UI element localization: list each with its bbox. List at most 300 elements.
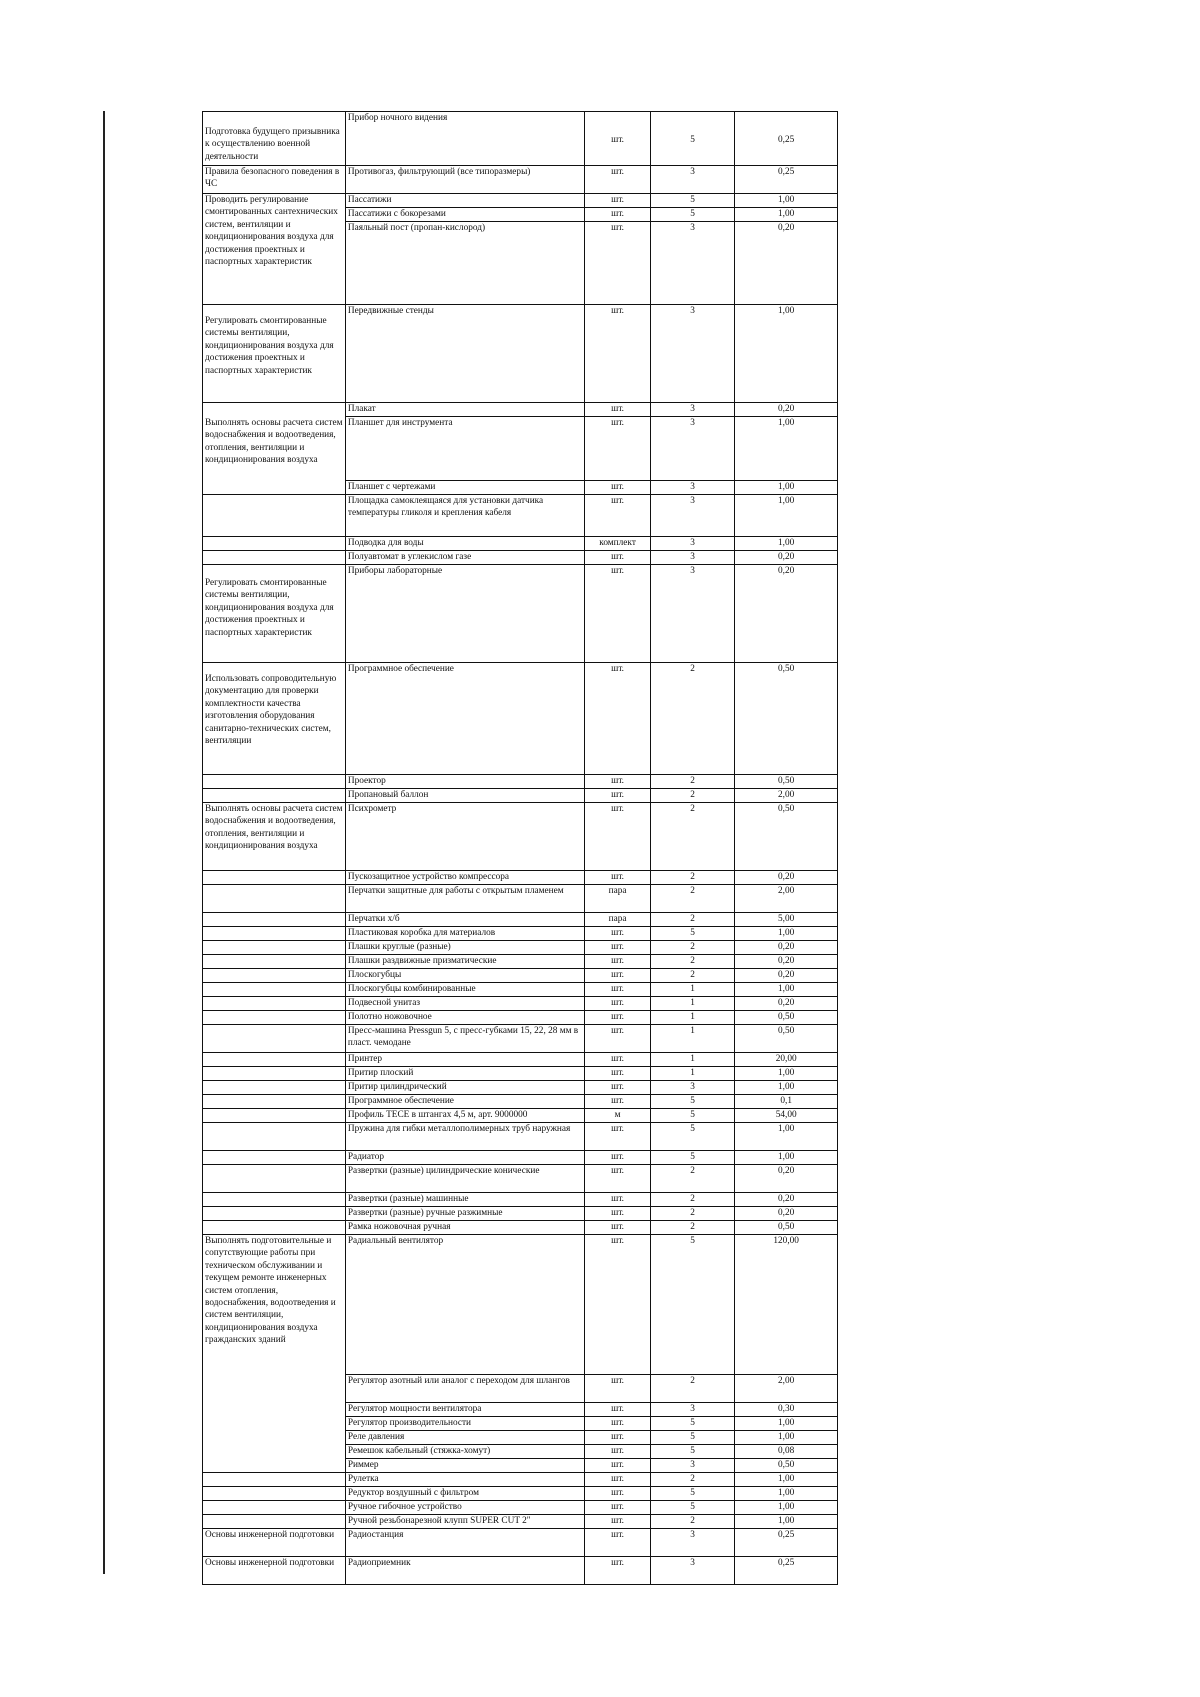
quantity-cell: 1 (650, 997, 735, 1011)
competency-text: Выполнять основы расчета систем водоснабжения и водоотведения, отопления, вентиляции и кондиционирования воздуха (205, 418, 343, 466)
unit-cell: шт. (585, 1067, 650, 1081)
equipment-name-cell: Пускозащитное устройство компрессора (345, 871, 585, 885)
competency-cell (203, 1473, 346, 1487)
competency-cell (203, 1109, 346, 1123)
table-row (203, 166, 838, 194)
competency-cell (203, 1501, 346, 1515)
table-row (203, 983, 838, 997)
unit-cell: шт. (585, 1529, 650, 1557)
norm-cell: 1,00 (735, 481, 838, 495)
competency-cell (203, 1515, 346, 1529)
quantity-cell: 5 (650, 1501, 735, 1515)
equipment-name-cell: Плоскогубцы (345, 969, 585, 983)
norm-cell: 1,00 (735, 983, 838, 997)
norm-cell: 0,20 (735, 1207, 838, 1221)
norm-cell: 0,20 (735, 1193, 838, 1207)
quantity-cell: 3 (650, 1081, 735, 1095)
competency-cell (203, 194, 346, 305)
quantity-cell: 3 (650, 1403, 735, 1417)
unit-cell: шт. (585, 789, 650, 803)
unit-cell: шт. (585, 1515, 650, 1529)
norm-cell: 0,08 (735, 1445, 838, 1459)
quantity-cell: 3 (650, 166, 735, 194)
competency-cell (203, 1207, 346, 1221)
equipment-name-cell: Притир цилиндрический (345, 1081, 585, 1095)
norm-cell: 0,50 (735, 663, 838, 775)
norm-cell: 1,00 (735, 1151, 838, 1165)
table-row (203, 1109, 838, 1123)
quantity-cell: 3 (650, 1529, 735, 1557)
table-row (203, 941, 838, 955)
equipment-name-cell: Перчатки х/б (345, 913, 585, 927)
table-row (203, 495, 838, 537)
competency-cell (203, 1193, 346, 1207)
equipment-table-body (203, 112, 838, 1585)
norm-cell: 0,50 (735, 1459, 838, 1473)
norm-cell: 0,25 (735, 112, 838, 166)
norm-cell: 20,00 (735, 1053, 838, 1067)
unit-cell: шт. (585, 1431, 650, 1445)
quantity-cell: 2 (650, 885, 735, 913)
norm-cell: 0,30 (735, 1403, 838, 1417)
unit-cell: шт. (585, 1123, 650, 1151)
equipment-name-cell: Планшет для инструмента (345, 417, 585, 481)
competency-text: Выполнять основы расчета систем водоснабжения и водоотведения, отопления, вентиляции и кондиционирования воздуха (205, 804, 343, 852)
competency-text: Подготовка будущего призывника к осуществлению военной деятельности (205, 127, 340, 162)
unit-cell: шт. (585, 305, 650, 403)
unit-cell: шт. (585, 1151, 650, 1165)
norm-cell: 0,25 (735, 1529, 838, 1557)
norm-cell: 1,00 (735, 1431, 838, 1445)
equipment-name-cell: Пружина для гибки металлополимерных труб наружная (345, 1123, 585, 1151)
quantity-cell: 2 (650, 789, 735, 803)
equipment-name-cell: Пассатижи с бокорезами (345, 208, 585, 222)
table-row (203, 1557, 838, 1585)
table-row (203, 194, 838, 208)
equipment-name-cell: Приборы лабораторные (345, 565, 585, 663)
competency-cell (203, 913, 346, 927)
unit-cell: шт. (585, 871, 650, 885)
quantity-cell: 1 (650, 1053, 735, 1067)
norm-cell: 0,50 (735, 1221, 838, 1235)
table-row (203, 1235, 838, 1375)
unit-cell: шт. (585, 166, 650, 194)
unit-cell: шт. (585, 1221, 650, 1235)
quantity-cell: 5 (650, 1123, 735, 1151)
quantity-cell: 2 (650, 941, 735, 955)
equipment-name-cell: Плашки круглые (разные) (345, 941, 585, 955)
competency-cell (203, 1123, 346, 1151)
competency-cell (203, 537, 346, 551)
competency-cell (203, 983, 346, 997)
unit-cell: шт. (585, 997, 650, 1011)
competency-cell (203, 885, 346, 913)
quantity-cell: 5 (650, 1151, 735, 1165)
unit-cell: шт. (585, 222, 650, 305)
equipment-name-cell: Регулятор азотный или аналог с переходом для шлангов (345, 1375, 585, 1403)
quantity-cell: 2 (650, 913, 735, 927)
table-row (203, 1207, 838, 1221)
table-row (203, 997, 838, 1011)
competency-cell (203, 997, 346, 1011)
equipment-name-cell: Развертки (разные) цилиндрические конические (345, 1165, 585, 1193)
equipment-name-cell: Психрометр (345, 803, 585, 871)
unit-cell: шт. (585, 803, 650, 871)
competency-cell (203, 803, 346, 871)
unit-cell: шт. (585, 1053, 650, 1067)
equipment-name-cell: Профиль TECE в штангах 4,5 м, арт. 9000000 (345, 1109, 585, 1123)
norm-cell: 0,20 (735, 551, 838, 565)
quantity-cell: 1 (650, 1067, 735, 1081)
quantity-cell: 3 (650, 481, 735, 495)
unit-cell: шт. (585, 1375, 650, 1403)
table-row (203, 871, 838, 885)
norm-cell: 1,00 (735, 1081, 838, 1095)
competency-cell (203, 1053, 346, 1067)
competency-cell (203, 789, 346, 803)
equipment-name-cell: Притир плоский (345, 1067, 585, 1081)
quantity-cell: 1 (650, 1011, 735, 1025)
norm-cell: 1,00 (735, 537, 838, 551)
quantity-cell: 2 (650, 1193, 735, 1207)
table-row (203, 305, 838, 403)
unit-cell: шт. (585, 208, 650, 222)
unit-cell: шт. (585, 1403, 650, 1417)
quantity-cell: 2 (650, 969, 735, 983)
unit-cell: шт. (585, 112, 650, 166)
equipment-name-cell: Ручной резьбонарезной клупп SUPER CUT 2" (345, 1515, 585, 1529)
equipment-name-cell: Рулетка (345, 1473, 585, 1487)
unit-cell: шт. (585, 1081, 650, 1095)
table-row (203, 403, 838, 417)
competency-text: Регулировать смонтированные системы вентиляции, кондиционирования воздуха для достижения проектных и паспортных характеристик (205, 578, 334, 638)
unit-cell: шт. (585, 663, 650, 775)
competency-cell (203, 969, 346, 983)
quantity-cell: 5 (650, 194, 735, 208)
competency-cell (203, 663, 346, 775)
quantity-cell: 3 (650, 222, 735, 305)
equipment-name-cell: Регулятор мощности вентилятора (345, 1403, 585, 1417)
unit-cell: шт. (585, 1417, 650, 1431)
norm-cell: 0,50 (735, 1011, 838, 1025)
left-margin-rule (103, 111, 105, 1574)
equipment-name-cell: Риммер (345, 1459, 585, 1473)
unit-cell: шт. (585, 495, 650, 537)
unit-cell: пара (585, 913, 650, 927)
table-row (203, 1123, 838, 1151)
unit-cell: шт. (585, 1445, 650, 1459)
norm-cell: 1,00 (735, 1473, 838, 1487)
norm-cell: 1,00 (735, 417, 838, 481)
equipment-name-cell: Регулятор производительности (345, 1417, 585, 1431)
equipment-name-cell: Прибор ночного видения (345, 112, 585, 166)
unit-cell: шт. (585, 1095, 650, 1109)
quantity-cell: 2 (650, 775, 735, 789)
competency-cell (203, 403, 346, 495)
table-row (203, 112, 838, 166)
norm-cell: 0,1 (735, 1095, 838, 1109)
quantity-cell: 5 (650, 1417, 735, 1431)
table-row (203, 1025, 838, 1053)
equipment-name-cell: Радиоприемник (345, 1557, 585, 1585)
norm-cell: 0,20 (735, 871, 838, 885)
norm-cell: 0,20 (735, 969, 838, 983)
equipment-name-cell: Плоскогубцы комбинированные (345, 983, 585, 997)
equipment-name-cell: Редуктор воздушный с фильтром (345, 1487, 585, 1501)
competency-text: Использовать сопроводительную документацию для проверки комплектности качества изготовления оборудования санитарно-технических систем, вентиляции (205, 674, 337, 747)
table-row (203, 789, 838, 803)
norm-cell: 0,50 (735, 1025, 838, 1053)
quantity-cell: 1 (650, 983, 735, 997)
table-row (203, 1221, 838, 1235)
competency-text: Основы инженерной подготовки (205, 1530, 335, 1540)
quantity-cell: 3 (650, 495, 735, 537)
quantity-cell: 5 (650, 1445, 735, 1459)
competency-cell (203, 955, 346, 969)
unit-cell: шт. (585, 955, 650, 969)
norm-cell: 5,00 (735, 913, 838, 927)
table-row (203, 1165, 838, 1193)
norm-cell: 120,00 (735, 1235, 838, 1375)
table-row (203, 885, 838, 913)
norm-cell: 1,00 (735, 1487, 838, 1501)
unit-cell: комплект (585, 537, 650, 551)
table-row (203, 537, 838, 551)
quantity-cell: 3 (650, 403, 735, 417)
unit-cell: шт. (585, 1501, 650, 1515)
table-row (203, 1501, 838, 1515)
unit-cell: шт. (585, 1473, 650, 1487)
unit-cell: шт. (585, 481, 650, 495)
quantity-cell: 2 (650, 1207, 735, 1221)
equipment-name-cell: Программное обеспечение (345, 663, 585, 775)
equipment-name-cell: Планшет с чертежами (345, 481, 585, 495)
equipment-name-cell: Перчатки защитные для работы с открытым пламенем (345, 885, 585, 913)
competency-cell (203, 1025, 346, 1053)
equipment-name-cell: Паяльный пост (пропан-кислород) (345, 222, 585, 305)
competency-cell (203, 1487, 346, 1501)
equipment-name-cell: Пропановый баллон (345, 789, 585, 803)
unit-cell: шт. (585, 1165, 650, 1193)
table-row (203, 969, 838, 983)
table-row (203, 1095, 838, 1109)
equipment-name-cell: Подводка для воды (345, 537, 585, 551)
norm-cell: 1,00 (735, 1515, 838, 1529)
table-row (203, 1151, 838, 1165)
competency-cell (203, 112, 346, 166)
quantity-cell: 3 (650, 1459, 735, 1473)
unit-cell: шт. (585, 194, 650, 208)
norm-cell: 2,00 (735, 789, 838, 803)
unit-cell: шт. (585, 1557, 650, 1585)
table-row (203, 955, 838, 969)
table-row (203, 1515, 838, 1529)
quantity-cell: 2 (650, 1375, 735, 1403)
competency-cell (203, 1557, 346, 1585)
quantity-cell: 3 (650, 565, 735, 663)
competency-cell (203, 775, 346, 789)
quantity-cell: 1 (650, 1025, 735, 1053)
equipment-name-cell: Полуавтомат в углекислом газе (345, 551, 585, 565)
competency-cell (203, 166, 346, 194)
table-row (203, 1011, 838, 1025)
quantity-cell: 2 (650, 1473, 735, 1487)
competency-cell (203, 871, 346, 885)
equipment-name-cell: Рамка ножовочная ручная (345, 1221, 585, 1235)
quantity-cell: 5 (650, 1431, 735, 1445)
competency-text: Проводить регулирование смонтированных сантехнических систем, вентиляции и кондиционирования воздуха для достижения проектных и паспортных характеристик (205, 195, 338, 268)
equipment-name-cell: Радиальный вентилятор (345, 1235, 585, 1375)
unit-cell: шт. (585, 941, 650, 955)
quantity-cell: 5 (650, 1487, 735, 1501)
table-row (203, 1193, 838, 1207)
equipment-name-cell: Развертки (разные) машинные (345, 1193, 585, 1207)
norm-cell: 54,00 (735, 1109, 838, 1123)
equipment-name-cell: Плакат (345, 403, 585, 417)
equipment-name-cell: Пассатижи (345, 194, 585, 208)
quantity-cell: 2 (650, 803, 735, 871)
table-row (203, 551, 838, 565)
norm-cell: 1,00 (735, 208, 838, 222)
norm-cell: 0,50 (735, 803, 838, 871)
unit-cell: шт. (585, 1487, 650, 1501)
quantity-cell: 5 (650, 1095, 735, 1109)
unit-cell: шт. (585, 403, 650, 417)
unit-cell: шт. (585, 565, 650, 663)
unit-cell: шт. (585, 983, 650, 997)
equipment-name-cell: Подвесной унитаз (345, 997, 585, 1011)
unit-cell: шт. (585, 1459, 650, 1473)
unit-cell: шт. (585, 551, 650, 565)
competency-text: Правила безопасного поведения в ЧС (205, 167, 340, 190)
competency-cell (203, 305, 346, 403)
norm-cell: 1,00 (735, 927, 838, 941)
equipment-table (202, 111, 838, 1585)
unit-cell: шт. (585, 1193, 650, 1207)
equipment-name-cell: Пластиковая коробка для материалов (345, 927, 585, 941)
quantity-cell: 2 (650, 1221, 735, 1235)
norm-cell: 0,20 (735, 565, 838, 663)
table-row (203, 1529, 838, 1557)
table-row (203, 775, 838, 789)
competency-cell (203, 1221, 346, 1235)
equipment-name-cell: Принтер (345, 1053, 585, 1067)
quantity-cell: 2 (650, 663, 735, 775)
table-row (203, 1053, 838, 1067)
quantity-cell: 2 (650, 1515, 735, 1529)
norm-cell: 0,25 (735, 1557, 838, 1585)
norm-cell: 0,20 (735, 955, 838, 969)
quantity-cell: 5 (650, 208, 735, 222)
equipment-name-cell: Радиатор (345, 1151, 585, 1165)
table-row (203, 927, 838, 941)
unit-cell: шт. (585, 1235, 650, 1375)
quantity-cell: 2 (650, 955, 735, 969)
equipment-name-cell: Программное обеспечение (345, 1095, 585, 1109)
table-row (203, 1487, 838, 1501)
quantity-cell: 2 (650, 1165, 735, 1193)
unit-cell: шт. (585, 927, 650, 941)
unit-cell: шт. (585, 969, 650, 983)
quantity-cell: 5 (650, 1109, 735, 1123)
competency-cell (203, 1011, 346, 1025)
norm-cell: 0,20 (735, 997, 838, 1011)
table-row (203, 565, 838, 663)
equipment-name-cell: Реле давления (345, 1431, 585, 1445)
equipment-name-cell: Радиостанция (345, 1529, 585, 1557)
norm-cell: 0,20 (735, 403, 838, 417)
equipment-name-cell: Развертки (разные) ручные разжимные (345, 1207, 585, 1221)
norm-cell: 2,00 (735, 885, 838, 913)
quantity-cell: 3 (650, 305, 735, 403)
competency-cell (203, 1151, 346, 1165)
quantity-cell: 5 (650, 927, 735, 941)
competency-cell (203, 1165, 346, 1193)
table-row (203, 913, 838, 927)
table-row (203, 1067, 838, 1081)
quantity-cell: 3 (650, 551, 735, 565)
equipment-name-cell: Ручное гибочное устройство (345, 1501, 585, 1515)
unit-cell: м (585, 1109, 650, 1123)
quantity-cell: 3 (650, 537, 735, 551)
table-row (203, 1473, 838, 1487)
equipment-name-cell: Проектор (345, 775, 585, 789)
quantity-cell: 5 (650, 112, 735, 166)
competency-text: Основы инженерной подготовки (205, 1558, 335, 1568)
competency-cell (203, 1235, 346, 1473)
quantity-cell: 3 (650, 417, 735, 481)
quantity-cell: 5 (650, 1235, 735, 1375)
competency-text: Выполнять подготовительные и сопутствующие работы при техническом обслуживании и текущем ремонте инженерных систем отопления, водоснабжения, водоотведения и систем вентиляции, кондиционирования воздуха гражданских зданий (205, 1236, 336, 1346)
competency-cell (203, 1529, 346, 1557)
norm-cell: 0,20 (735, 941, 838, 955)
norm-cell: 2,00 (735, 1375, 838, 1403)
equipment-name-cell: Плашки раздвижные призматические (345, 955, 585, 969)
norm-cell: 0,20 (735, 222, 838, 305)
unit-cell: шт. (585, 775, 650, 789)
unit-cell: пара (585, 885, 650, 913)
norm-cell: 1,00 (735, 194, 838, 208)
table-row (203, 663, 838, 775)
competency-cell (203, 1081, 346, 1095)
competency-cell (203, 565, 346, 663)
table-row (203, 1081, 838, 1095)
norm-cell: 1,00 (735, 1417, 838, 1431)
norm-cell: 1,00 (735, 1123, 838, 1151)
table-row (203, 803, 838, 871)
competency-cell (203, 1095, 346, 1109)
competency-cell (203, 1067, 346, 1081)
quantity-cell: 2 (650, 871, 735, 885)
equipment-name-cell: Площадка самоклеящаяся для установки датчика температуры гликоля и крепления кабеля (345, 495, 585, 537)
norm-cell: 1,00 (735, 495, 838, 537)
unit-cell: шт. (585, 417, 650, 481)
competency-cell (203, 495, 346, 537)
equipment-name-cell: Ремешок кабельный (стяжка-хомут) (345, 1445, 585, 1459)
equipment-name-cell: Противогаз, фильтрующий (все типоразмеры) (345, 166, 585, 194)
equipment-name-cell: Пресс-машина Pressgun 5, с пресс-губками 15, 22, 28 мм в пласт. чемодане (345, 1025, 585, 1053)
competency-cell (203, 941, 346, 955)
equipment-name-cell: Передвижные стенды (345, 305, 585, 403)
norm-cell: 0,20 (735, 1165, 838, 1193)
norm-cell: 1,00 (735, 1501, 838, 1515)
equipment-name-cell: Полотно ножовочное (345, 1011, 585, 1025)
unit-cell: шт. (585, 1011, 650, 1025)
norm-cell: 1,00 (735, 305, 838, 403)
competency-cell (203, 927, 346, 941)
competency-cell (203, 551, 346, 565)
unit-cell: шт. (585, 1025, 650, 1053)
